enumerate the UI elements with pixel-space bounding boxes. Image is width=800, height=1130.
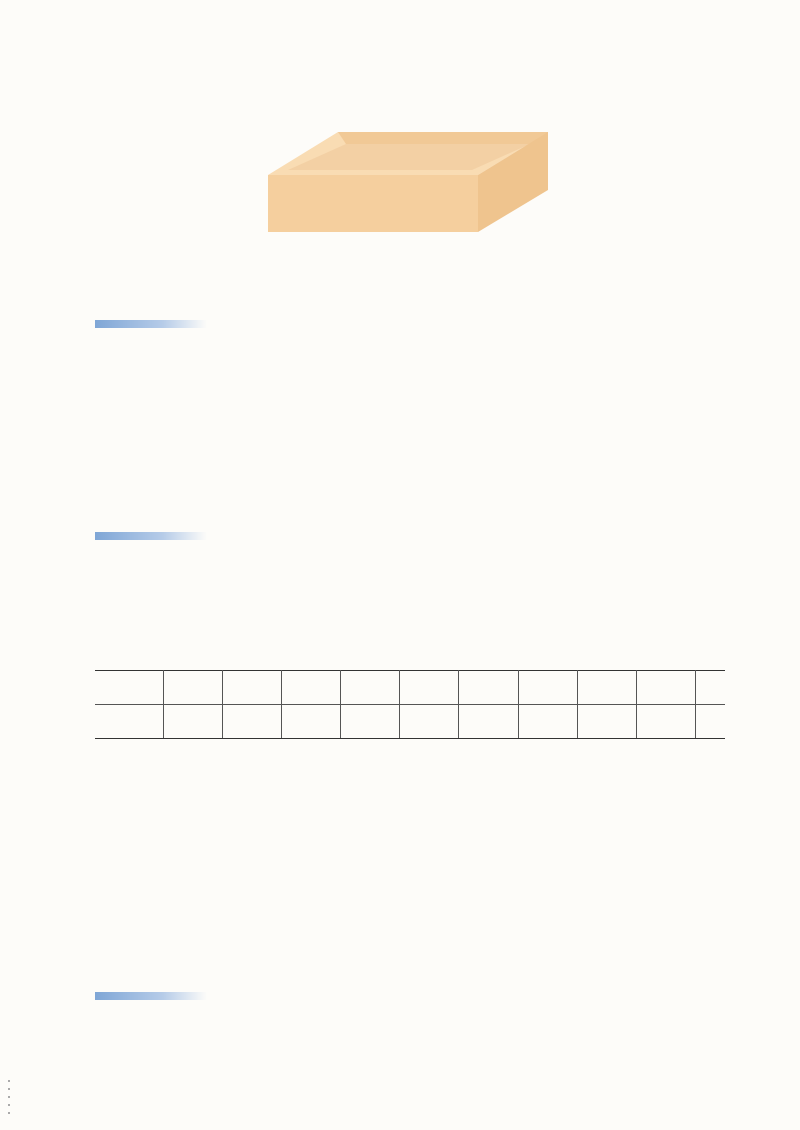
binding-dots — [8, 1080, 12, 1120]
heading-highlight — [95, 320, 207, 328]
v-cell — [223, 705, 282, 739]
h-value — [282, 671, 341, 705]
h-value — [518, 671, 577, 705]
h-value — [341, 671, 400, 705]
row-label-v — [95, 705, 164, 739]
h-value — [636, 671, 695, 705]
v-cell — [459, 705, 518, 739]
v-cell — [341, 705, 400, 739]
box-front-face — [268, 175, 478, 232]
v-cell — [400, 705, 459, 739]
v-cell — [518, 705, 577, 739]
h-value — [400, 671, 459, 705]
v-cell — [164, 705, 223, 739]
h-value — [695, 671, 725, 705]
h-value — [577, 671, 636, 705]
v-cell — [282, 705, 341, 739]
open-box-figure — [268, 130, 550, 234]
heading-highlight — [95, 992, 207, 1000]
table-row-h — [95, 671, 725, 705]
h-value — [223, 671, 282, 705]
table-row-v — [95, 705, 725, 739]
heading-highlight — [95, 532, 207, 540]
h-value — [164, 671, 223, 705]
v-cell — [636, 705, 695, 739]
volume-table — [95, 670, 725, 739]
h-value — [459, 671, 518, 705]
v-cell — [577, 705, 636, 739]
row-label-h — [95, 671, 164, 705]
box-inner-back — [338, 132, 548, 144]
v-cell — [695, 705, 725, 739]
